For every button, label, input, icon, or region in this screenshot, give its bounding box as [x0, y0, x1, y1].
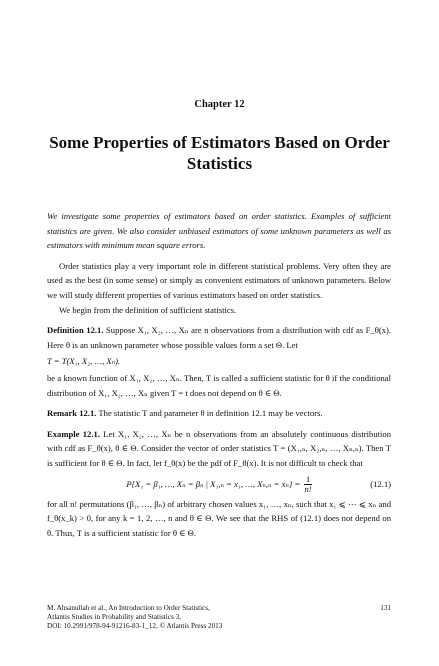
example-text: Let X₁, X₂, …, Xₙ be n observations from an absolutely continuous distribution with cdf as F_θ(x), θ ∈ Θ. Consider the vector of order statistics T = (X₁,ₙ, X₂,ₙ, …, Xₙ,ₙ). Then T is sufficient for θ ∈ Θ. In fact, let f_θ(x) be the pdf of F_θ(x). It is not difficult to check that [47, 428, 391, 468]
definition-continuation: be a known function of X₁, X₂, …, Xₙ. Then, T is called a sufficient statistic for θ if the conditional distribution of X₁, X₂, …, Xₙ given T = t does not depend on θ ∈ Θ. [47, 372, 391, 398]
intro-sentence: We begin from the definition of sufficient statistics. [59, 304, 237, 315]
definition-text: Suppose X₁, X₂, …, Xₙ are n observations from a distribution with cdf as F_θ(x). Here θ is an unknown parameter whose possible values form a set Θ. Let [47, 325, 391, 350]
definition-12-1 [47, 323, 391, 352]
fraction-numerator: 1 [305, 474, 311, 485]
example-continuation: for all n! permutations (β₁, …, βₙ) of arbitrary chosen values x₁, …, xₙ, such that x₁ ⩽ ⋯ ⩽ xₙ and f_θ(x_k) > 0, for any k = 1, 2, …, n and θ ∈ Θ. We see that the RHS of (12.1) does not depend on θ. Thus, T is a sufficient statistic for θ ∈ Θ. [47, 498, 391, 538]
intro-paragraph: Order statistics play a very important role in different statistical problems. Very often they are used as the best (in some sense) or simply as convenient estimators of unknown parameters. Below we will study different properties of various estimators based on order statistics. [47, 260, 391, 300]
page-body [47, 209, 391, 540]
page-number: 131 [380, 604, 391, 612]
equation-body: P{X₁ = β₁, …, Xₙ = βₙ | X₁,ₙ = x₁, …, Xₙ,ₙ = xₙ} = [126, 478, 301, 489]
footer-citation-line-1: M. Ahsanullah et al., An Introduction to Order Statistics, [47, 604, 210, 612]
footer-citation-line-2: Atlantis Studies in Probability and Statistics 3, [47, 613, 181, 622]
chapter-abstract: We investigate some properties of estimators based on order statistics. Examples of sufficient statistics are given. We also consider unbiased estimators of some unknown parameters as well as estimators with minimum mean square errors. [47, 211, 391, 251]
remark-label: Remark 12.1. [47, 408, 97, 419]
chapter-label: Chapter 12 [194, 99, 245, 110]
footer-doi-line: DOI: 10.2991/978-94-91216-83-1_12, © Atlantis Press 2013 [47, 622, 223, 631]
remark-12-1 [47, 406, 391, 421]
equation-number: (12.1) [370, 478, 391, 489]
equation-12-1 [47, 473, 391, 495]
example-12-1 [47, 427, 391, 471]
remark-text: The statistic T and parameter θ in definition 12.1 may be vectors. [98, 408, 323, 419]
fraction-denominator: n! [304, 484, 312, 495]
chapter-title: Some Properties of Estimators Based on Order Statistics [49, 133, 390, 173]
definition-display-equation: T = T(X₁, X₂, …, Xₙ). [47, 356, 121, 367]
equation-fraction [304, 475, 311, 494]
definition-label: Definition 12.1. [47, 325, 104, 336]
page-footer [47, 604, 391, 632]
example-label: Example 12.1. [47, 428, 100, 439]
